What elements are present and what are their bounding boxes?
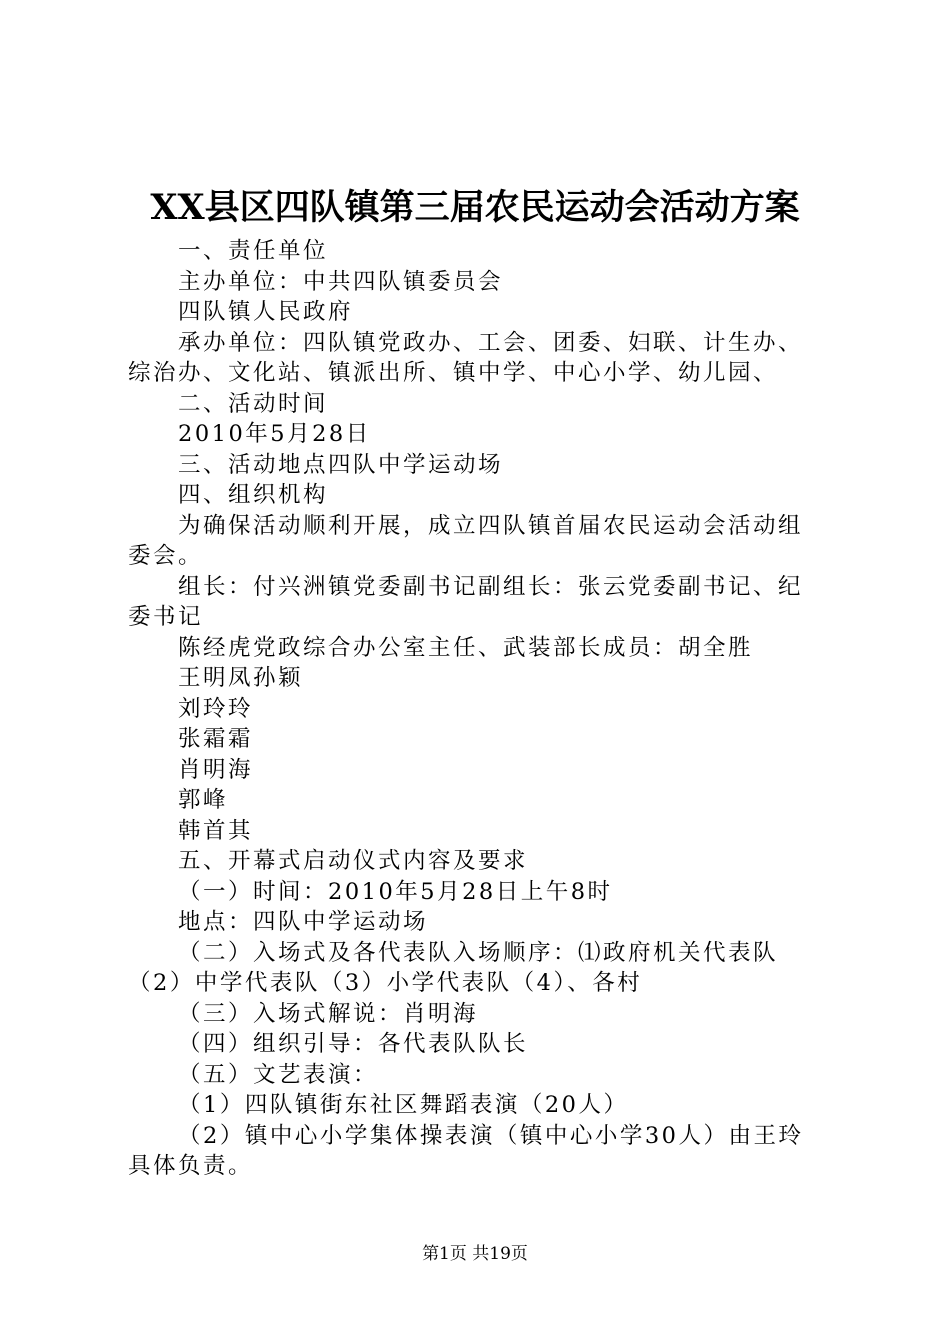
document-title: XX县区四队镇第三届农民运动会活动方案 xyxy=(150,187,800,228)
paragraph-line: 具体负责。 xyxy=(128,1153,254,1179)
paragraph-line: 委书记 xyxy=(128,604,204,630)
paragraph-line: 2010年5月28日 xyxy=(178,421,371,447)
paragraph-line: （五）文艺表演： xyxy=(178,1062,379,1088)
paragraph-line: 承办单位：四队镇党政办、工会、团委、妇联、计生办、 xyxy=(178,330,804,356)
paragraph-line: （1）四队镇街东社区舞蹈表演（20人） xyxy=(178,1092,629,1118)
paragraph-line: 地点：四队中学运动场 xyxy=(178,909,429,935)
paragraph-line: （2）中学代表队（3）小学代表队（4）、各村 xyxy=(128,970,643,996)
paragraph-line: （2）镇中心小学集体操表演（镇中心小学30人）由王玲 xyxy=(178,1123,804,1149)
paragraph-line: 综治办、文化站、镇派出所、镇中学、中心小学、幼儿园、 xyxy=(128,360,779,386)
paragraph-line: 组长：付兴洲镇党委副书记副组长：张云党委副书记、纪 xyxy=(178,574,804,600)
paragraph-line: （一）时间：2010年5月28日上午8时 xyxy=(178,879,613,905)
paragraph-line: 四队镇人民政府 xyxy=(178,299,354,325)
section-heading: 四、组织机构 xyxy=(178,482,329,508)
paragraph-line: 郭峰 xyxy=(178,787,229,813)
section-heading: 三、活动地点四队中学运动场 xyxy=(178,452,504,478)
paragraph-line: 王明凤孙颖 xyxy=(178,665,304,691)
paragraph-line: （四）组织引导：各代表队队长 xyxy=(178,1031,529,1057)
paragraph-line: 韩首其 xyxy=(178,818,254,844)
paragraph-line: 陈经虎党政综合办公室主任、武装部长成员：胡全胜 xyxy=(178,635,754,661)
paragraph-line: （二）入场式及各代表队入场顺序：⑴政府机关代表队 xyxy=(178,940,779,966)
paragraph-line: 为确保活动顺利开展，成立四队镇首届农民运动会活动组 xyxy=(178,513,804,539)
paragraph-line: 张霜霜 xyxy=(178,726,254,752)
section-heading: 一、责任单位 xyxy=(178,238,329,264)
paragraph-line: 主办单位：中共四队镇委员会 xyxy=(178,269,504,295)
paragraph-line: （三）入场式解说：肖明海 xyxy=(178,1001,479,1027)
paragraph-line: 肖明海 xyxy=(178,757,254,783)
section-heading: 五、开幕式启动仪式内容及要求 xyxy=(178,848,529,874)
paragraph-line: 刘玲玲 xyxy=(178,696,254,722)
page-footer: 第1页 共19页 xyxy=(422,1244,528,1264)
paragraph-line: 委会。 xyxy=(128,543,204,569)
section-heading: 二、活动时间 xyxy=(178,391,329,417)
